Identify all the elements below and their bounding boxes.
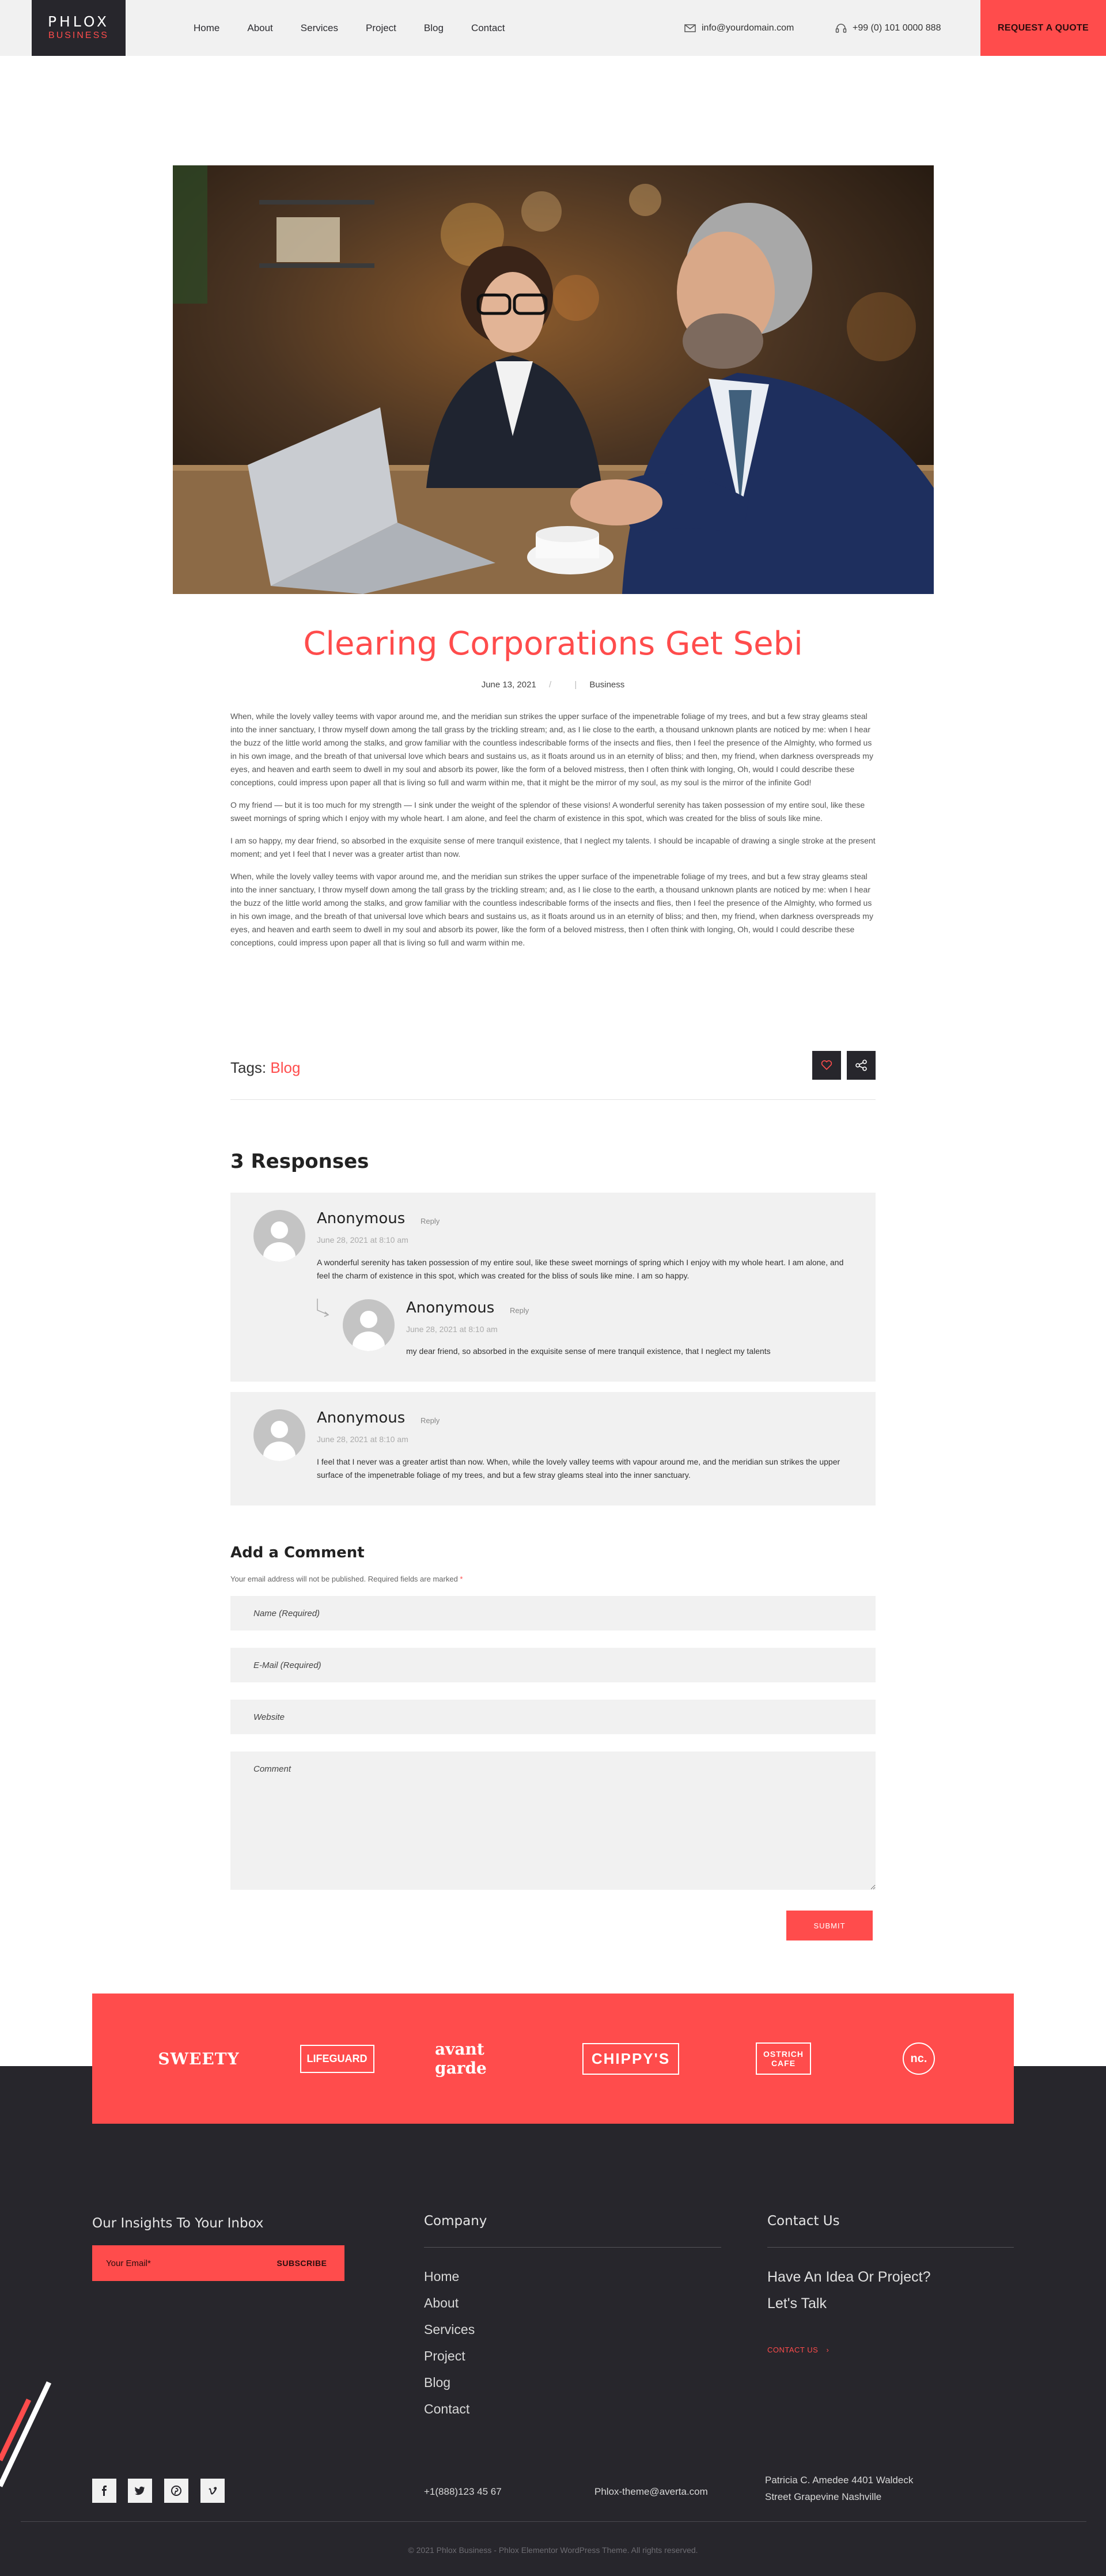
footer-divider [424,2247,721,2248]
twitter-button[interactable] [128,2479,152,2503]
website-field[interactable] [230,1700,876,1734]
heart-icon [821,1060,832,1071]
site-logo[interactable] [32,0,126,56]
newsletter-form [92,2245,344,2281]
share-icon [855,1059,868,1072]
comment-author: Anonymous [406,1299,495,1317]
share-button[interactable] [847,1051,876,1080]
submit-button[interactable]: SUBMIT [786,1911,873,1940]
post-paragraph: When, while the lovely valley teems with vapor around me, and the meridian sun strikes the upper surface of the impenetrable foliage of my trees, and but a few stray gleams steal into the inner sanctuary, I throw myself down among the tall grass by the trickling stream; and, as I lie close to the earth, a thousand unknown plants are noticed by me: when I hear the buzz of the little world among the stalks, and grow familiar with the countless indescribable forms of the insects and flies, then I feel the presence of the Almighty, who formed us in his own image, and the breath of that universal love which bears and sustains us, as it floats around us in an eternity of bliss; and then, my friend, when darkness overspreads my eyes, and heaven and earth seem to dwell in my soul and absorb its power, like the form of a beloved mistress, then I often think with longing, Oh, would I could describe these conceptions, could impress upon paper all that is living so full and warm within me. [230,872,873,947]
nav-home[interactable]: Home [194,22,220,33]
main-nav [194,0,533,56]
footer-divider [767,2247,1014,2248]
comment-author: Anonymous [317,1409,406,1427]
request-quote-button[interactable]: REQUEST A QUOTE [980,0,1106,56]
reply-link[interactable]: Reply [421,1416,440,1425]
client-logos-band [92,1994,1014,2124]
pinterest-icon [171,2486,181,2496]
client-logo-sweety[interactable] [147,1994,251,2124]
client-logo-chippys[interactable] [565,1994,697,2124]
post-paragraph: I am so happy, my dear friend, so absorbed in the exquisite sense of mere tranquil existence, that I neglect my talents. I should be incapable of drawing a single stroke at the present moment; and yet I feel that I never was a greater artist than now. [230,836,876,858]
copyright-text: © 2021 Phlox Business - Phlox Elementor WordPress Theme. All rights reserved. [408,2545,698,2555]
comment-form-note [230,1575,463,1583]
footer-address [765,2472,913,2505]
meta-divider: | [574,680,577,690]
meta-divider: / [548,680,552,690]
comment-date: June 28, 2021 at 8:10 am [406,1325,498,1334]
cta-line-1: Have An Idea Or Project? [767,2269,931,2285]
comment-text: I feel that I never was a greater artist than now. When, while the lovely valley teems with vapour around me, and the meridian sun strikes the upper surface of the impenetrable foliage of my trees, and but a few stray gleams steal into the inner sanctuary. [317,1457,840,1480]
headset-icon [835,23,847,33]
required-star: * [460,1575,463,1583]
twitter-icon [135,2486,145,2495]
post-featured-image [173,165,934,594]
client-logo-text: LIFEGUARD [300,2045,374,2073]
client-logo-text: SWEETY [158,2049,240,2068]
name-field[interactable] [230,1596,876,1631]
post-tags-row [230,1051,876,1100]
reply-arrow-icon [316,1298,332,1318]
footer-phone[interactable]: +1(888)123 45 67 [424,2486,502,2497]
header-email[interactable] [684,0,794,56]
contact-us-label: CONTACT US [767,2346,819,2354]
post-meta [0,680,1106,690]
header-phone[interactable] [835,0,941,56]
comment-field[interactable] [230,1752,876,1890]
client-logo-text: avant garde [435,2040,487,2078]
like-button[interactable] [812,1051,841,1080]
nav-project[interactable]: Project [365,22,396,33]
client-logo-text: OSTRICH CAFE [756,2042,811,2075]
post-content [230,710,876,959]
comments-title: 3 Responses [230,1150,369,1173]
contact-us-link[interactable] [767,2346,829,2354]
footer-bottom-divider [21,2521,1086,2522]
tag-link[interactable]: Blog [270,1059,301,1076]
reply-link[interactable]: Reply [421,1217,440,1225]
decorative-stripes [0,2374,69,2489]
logo-wordmark: PHLOX [47,13,110,30]
subscribe-button[interactable]: SUBSCRIBE [259,2245,344,2281]
comment-date: June 28, 2021 at 8:10 am [317,1435,408,1444]
header-phone-text: +99 (0) 101 0000 888 [853,22,941,33]
footer-link-blog[interactable]: Blog [424,2375,451,2390]
client-logo-avant-garde[interactable] [435,1994,539,2124]
nav-blog[interactable]: Blog [423,22,444,33]
form-note-text: Your email address will not be published. Required fields are marked [230,1575,458,1583]
cta-line-2: Let's Talk [767,2295,827,2312]
client-logo-nc[interactable] [867,1994,971,2124]
tags-label: Tags: [230,1059,267,1076]
comment-date: June 28, 2021 at 8:10 am [317,1235,408,1245]
comment-thread [230,1193,876,1382]
nav-services[interactable]: Services [300,22,338,33]
company-title: Company [424,2214,487,2229]
footer-link-home[interactable]: Home [424,2269,460,2284]
chevron-right-icon: › [826,2346,830,2354]
vimeo-icon [208,2487,217,2495]
comment-form-title: Add a Comment [230,1544,365,1561]
newsletter-title: Our Insights To Your Inbox [92,2216,264,2231]
avatar [343,1299,395,1351]
comment-text: my dear friend, so absorbed in the exquisite sense of mere tranquil existence, that I neglect my talents [406,1346,771,1356]
footer-email[interactable]: Phlox-theme@averta.com [594,2486,708,2497]
post-paragraph: O my friend — but it is too much for my strength — I sink under the weight of the splendor of these visions! A wonderful serenity has taken possession of my entire soul, like these sweet mornings of spring which I enjoy with my whole heart. I am alone, and feel the charm of existence in this spot, which was created for the bliss of souls like mine. [230,800,865,823]
footer-link-about[interactable]: About [424,2295,459,2310]
facebook-button[interactable] [92,2479,116,2503]
logo-subtitle: BUSINESS [48,31,109,40]
office-meeting-photo [173,165,934,594]
comment-thread [230,1392,876,1505]
address-line: Patricia C. Amedee 4401 Waldeck [765,2475,914,2486]
footer-link-project[interactable]: Project [424,2348,465,2363]
email-field[interactable] [230,1648,876,1682]
comment-author: Anonymous [317,1210,406,1227]
reply-link[interactable]: Reply [510,1306,529,1315]
comment-text: A wonderful serenity has taken possession of my entire soul, like these sweet mornings of spring which I enjoy with my whole heart. I am alone, and feel the charm of existence in this spot, which was created for the bliss of souls like mine. I am so happy. [317,1258,844,1280]
post-paragraph: When, while the lovely valley teems with vapor around me, and the meridian sun strikes the upper surface of the impenetrable foliage of my trees, and but a few stray gleams steal into the inner sanctuary, I throw myself down among the tall grass by the trickling stream; and, as I lie close to the earth, a thousand unknown plants are noticed by me: when I hear the buzz of the little world among the stalks, and grow familiar with the countless indescribable forms of the insects and flies, then I feel the presence of the Almighty, who formed us in his own image, and the breath of that universal love which bears and sustains us, as it floats around us in an eternity of bliss; and then, my friend, when darkness overspreads my eyes, and heaven and earth seem to dwell in my soul and absorb its power, like the form of a beloved mistress, then I often think with longing, Oh, would I could describe these conceptions, could impress upon paper all that is living so full and warm within me, that it might be the mirror of my soul, as my soul is the mirror of the infinite God! [230,712,873,787]
nav-contact[interactable]: Contact [471,22,505,33]
pinterest-button[interactable] [164,2479,188,2503]
avatar [253,1409,305,1461]
site-header [0,0,1106,56]
facebook-icon [101,2486,108,2496]
vimeo-button[interactable] [200,2479,225,2503]
post-date[interactable]: June 13, 2021 [481,680,536,690]
client-logo-text: CHIPPY'S [582,2043,679,2075]
envelope-icon [684,24,696,32]
avatar [253,1210,305,1262]
footer-link-services[interactable]: Services [424,2322,475,2337]
client-logo-lifeguard[interactable] [285,1994,389,2124]
post-title: Clearing Corporations Get Sebi [303,625,803,663]
client-logo-ostrich-cafe[interactable] [732,1994,835,2124]
address-line: Street Grapevine Nashville [765,2491,882,2502]
header-email-text: info@yourdomain.com [702,22,794,33]
newsletter-email-input[interactable] [92,2245,259,2281]
post-category[interactable]: Business [589,680,625,690]
client-logo-text: nc. [903,2042,935,2075]
contact-title: Contact Us [767,2214,840,2229]
footer-link-contact[interactable]: Contact [424,2401,470,2416]
company-links [424,2269,475,2428]
post-tags [230,1059,300,1077]
nav-about[interactable]: About [247,22,273,33]
